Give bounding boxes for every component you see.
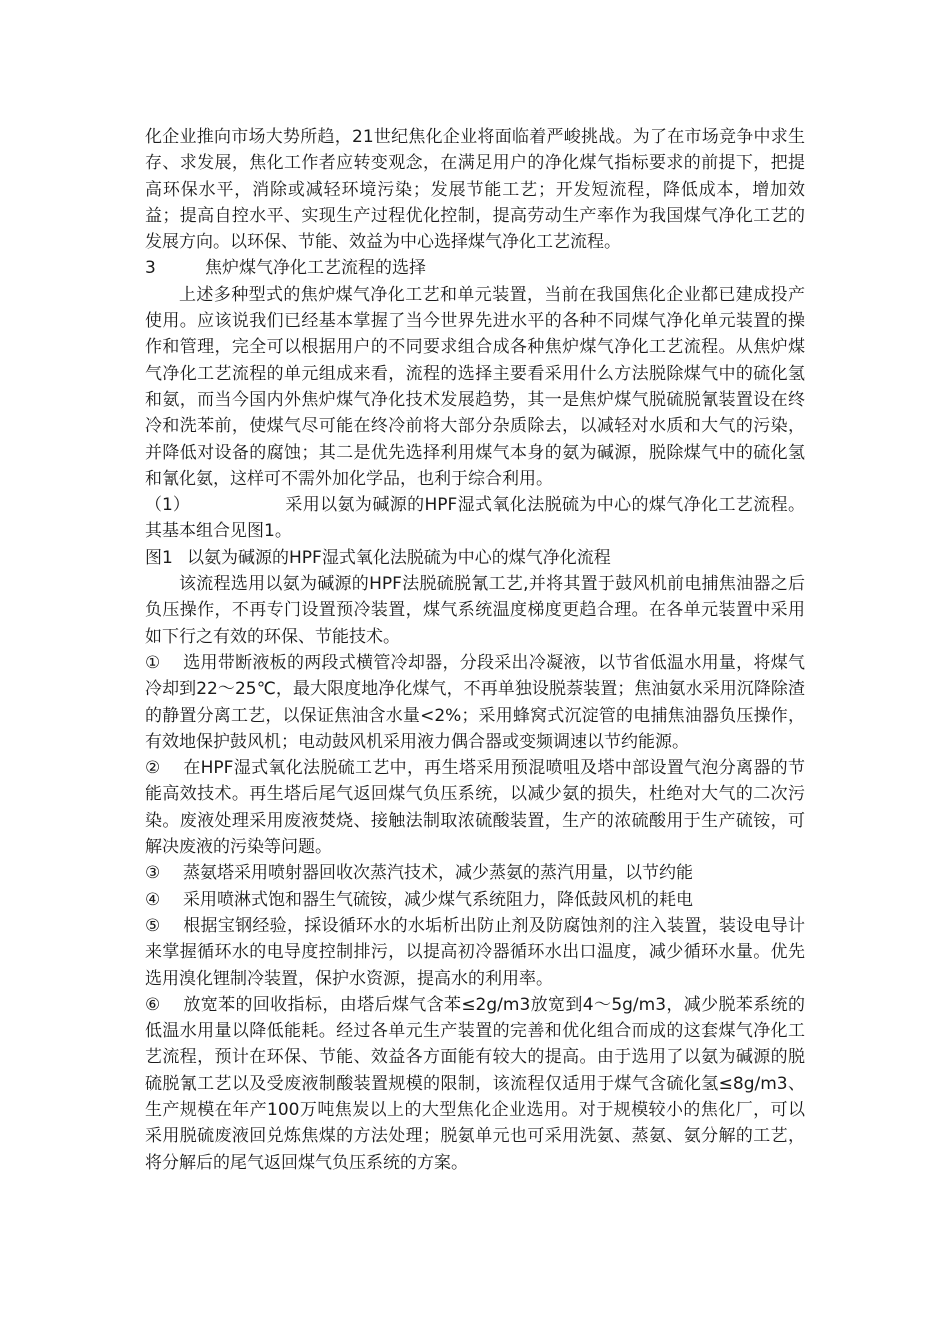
list-text: 根据宝钢经验，採设循环水的水垢析出防止剂及防腐蚀剂的注入装置，装设电导计来掌握循环水的电导度控制排污，以提高初冷器循环水出口温度，减少循环水量。优先选用溴化锂制冷装置，保护水资源，提高水的利用率。 — [145, 915, 805, 989]
list-text: 采用喷淋式饱和器生气硫铵，减少煤气系统阻力，降低鼓风机的耗电 — [183, 889, 693, 910]
list-item — [145, 755, 805, 860]
section-heading — [145, 255, 805, 281]
section-title: 焦炉煤气净化工艺流程的选择 — [205, 258, 426, 279]
list-text: 在HPF湿式氧化法脱硫工艺中，再生塔采用预混喷咀及塔中部设置气泡分离器的节能高效技术。再生塔后尾气返回煤气负压系统，以减少氨的损失，杜绝对大气的二次污染。废液处理采用废液焚烧、接触法制取浓硫酸装置，生产的浓硫酸用于生产硫铵，可解决废液的污染等问题。 — [145, 758, 805, 858]
list-item — [145, 860, 805, 886]
list-text: 放宽苯的回收指标，由塔后煤气含苯≤2g/m3放宽到4～5g/m3，减少脱苯系统的低温水用量以降低能耗。经过各单元生产装置的完善和优化组合而成的这套煤气净化工艺流程，预计在环保、节能、效益各方面能有较大的提高。由于选用了以氨为碱源的脱硫脱氰工艺以及受废液制酸装置规模的限制，该流程仅适用于煤气含硫化氢≤8g/m3、生产规模在年产100万吨焦炭以上的大型焦化企业选用。对于规模较小的焦化厂，可以采用脱硫废液回兑炼焦煤的方法处理；脱氨单元也可采用洗氨、蒸氨、氨分解的工艺，将分解后的尾气返回煤气负压系统的方案。 — [145, 994, 805, 1173]
list-marker: ⑤ — [145, 915, 161, 936]
list-text: 蒸氨塔采用喷射器回收次蒸汽技术，减少蒸氨的蒸汽用量，以节约能 — [183, 863, 693, 884]
figure-caption — [145, 545, 805, 571]
section-number: 3 — [145, 258, 156, 279]
enumerated-item-1 — [145, 492, 805, 545]
section-paragraph: 上述多种型式的焦炉煤气净化工艺和单元装置，当前在我国焦化企业都已建成投产使用。应该说我们已经基本掌握了当今世界先进水平的各种不同煤气净化单元装置的操作和管理，完全可以根据用户的不同要求组合成各种焦炉煤气净化工艺流程。从焦炉煤气净化工艺流程的单元组成来看，流程的选择主要看采用什么方法脱除煤气中的硫化氢和氨，而当今国内外焦炉煤气净化技术发展趋势，其一是焦炉煤气脱硫脱氰装置设在终冷和洗苯前，使煤气尽可能在终冷前将大部分杂质除去，以减轻对水质和大气的污染，并降低对设备的腐蚀；其二是优先选择利用煤气本身的氨为碱源，脱除煤气中的硫化氢和氰化氨，这样可不需外加化学品，也利于综合利用。 — [145, 284, 805, 489]
list-item — [145, 913, 805, 992]
list-item — [145, 887, 805, 913]
list-marker: ④ — [145, 889, 161, 910]
figure-caption-text: 以氨为碱源的HPF湿式氧化法脱硫为中心的煤气净化流程 — [187, 547, 611, 568]
figure-label: 图1 — [145, 547, 173, 568]
list-marker: ① — [145, 652, 161, 673]
flow-paragraph: 该流程选用以氨为碱源的HPF法脱硫脱氰工艺,并将其置于鼓风机前电捕焦油器之后负压操作，不再专门设置预冷装置，煤气系统温度梯度更趋合理。在各单元装置中采用如下行之有效的环保、节能技术。 — [145, 574, 805, 647]
list-item — [145, 650, 805, 755]
enum-marker: （1） — [145, 495, 190, 516]
list-marker: ⑥ — [145, 994, 161, 1015]
document-body — [145, 124, 805, 1176]
enum-text: 采用以氨为碱源的HPF湿式氧化法脱硫为中心的煤气净化工艺流程。其基本组合见图1。 — [145, 495, 805, 542]
list-marker: ② — [145, 758, 161, 779]
list-text: 选用带断液板的两段式横管冷却器，分段采出冷凝液，以节省低温水用量，将煤气冷却到22～25℃，最大限度地净化煤气，不再单独设脱萘装置；焦油氨水采用沉降除渣的静置分离工艺，以保证焦油含水量<2%；采用蜂窝式沉淀管的电捕焦油器负压操作，有效地保护鼓风机；电动鼓风机采用液力偶合器或变频调速以节约能源。 — [145, 652, 805, 752]
list-marker: ③ — [145, 863, 161, 884]
intro-paragraph: 化企业推向市场大势所趋，21世纪焦化企业将面临着严峻挑战。为了在市场竞争中求生存、求发展，焦化工作者应转变观念，在满足用户的净化煤气指标要求的前提下，把提高环保水平，消除或减轻环境污染；发展节能工艺；开发短流程，降低成本，增加效益；提高自控水平、实现生产过程优化控制，提高劳动生产率作为我国煤气净化工艺的发展方向。以环保、节能、效益为中心选择煤气净化工艺流程。 — [145, 127, 805, 253]
list-item — [145, 992, 805, 1176]
